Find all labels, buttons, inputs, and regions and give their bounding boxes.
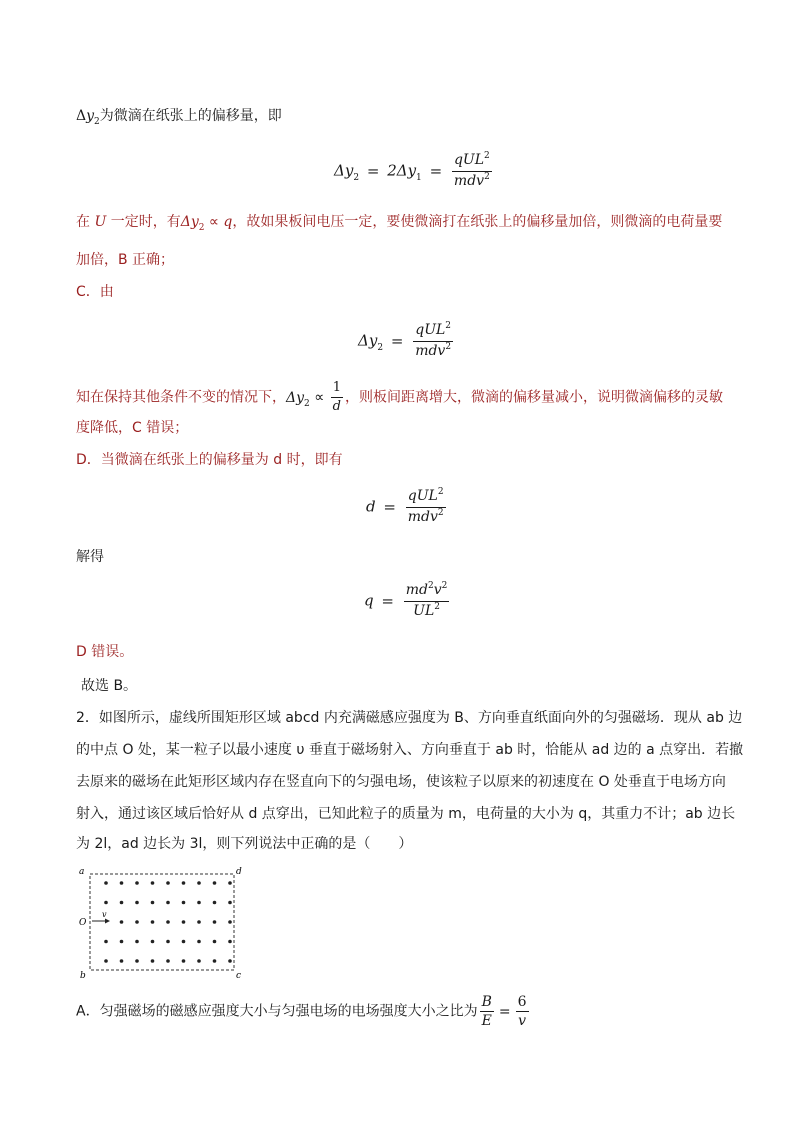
question-text: 2．如图所示，虚线所围矩形区域 abcd 内充满磁感应强度为 B、方向垂直纸面向外的匀强磁场．现从 ab 边 xyxy=(76,710,743,726)
text-line: 知在保持其他条件不变的情况下，$\Delta y_2$ ∝ $\frac{1}{d}$ ，则板间距离增大，微滴的偏移量减小，说明微滴偏移的灵敏 xyxy=(76,380,723,414)
field-dot xyxy=(182,920,186,924)
field-dot xyxy=(182,881,186,885)
magnetic-field-figure xyxy=(76,862,256,980)
field-dot xyxy=(197,920,201,924)
field-dot xyxy=(120,881,124,885)
field-dot xyxy=(120,920,124,924)
field-dot xyxy=(135,901,139,905)
field-dot xyxy=(213,920,217,924)
field-dot xyxy=(104,959,108,963)
field-dot xyxy=(166,901,170,905)
question-text: 射入，通过该区域后恰好从 d 点穿出，已知此粒子的质量为 m，电荷量的大小为 q，其重力不计；ab 边长 xyxy=(76,806,736,822)
formula-deflection-2: $\Delta y_2$ = $\frac{qUL^2}{mdv^2}$ xyxy=(358,321,452,359)
field-dot xyxy=(151,920,155,924)
field-dot xyxy=(151,940,155,944)
label-b: b xyxy=(80,971,86,980)
field-dot xyxy=(213,940,217,944)
text-line: 加倍，B 正确； xyxy=(76,252,175,268)
option-a: A．匀强磁场的磁感应强度大小与匀强电场的电场强度大小之比为 $\frac{B}{E}$ = $\frac{6}{v}$ xyxy=(76,994,527,1029)
field-dot xyxy=(120,901,124,905)
field-dot xyxy=(135,881,139,885)
text-line: $\Delta y_2$为微滴在纸张上的偏移量，即 xyxy=(76,108,282,127)
field-dot xyxy=(166,959,170,963)
field-dot xyxy=(104,940,108,944)
field-dot xyxy=(182,901,186,905)
field-dot xyxy=(182,940,186,944)
text-line: 度降低，C 错误； xyxy=(76,420,189,436)
label-v: v xyxy=(102,910,107,919)
field-dot xyxy=(182,959,186,963)
formula-deflection: $\Delta y_2 = 2\Delta y_1$ = $\frac{qUL^2}{mdv^2}$ xyxy=(334,151,490,189)
field-dot xyxy=(228,940,232,944)
question-text: 去原来的磁场在此矩形区域内存在竖直向下的匀强电场，使该粒子以原来的初速度在 O 处垂直于电场方向 xyxy=(76,774,726,790)
field-dot xyxy=(228,959,232,963)
field-dot xyxy=(151,901,155,905)
field-dot xyxy=(120,940,124,944)
field-dot xyxy=(228,901,232,905)
field-dot xyxy=(213,901,217,905)
text-line: D 错误。 xyxy=(76,644,134,660)
arrow-head-icon xyxy=(105,919,110,924)
field-dot xyxy=(166,881,170,885)
figure-svg xyxy=(76,862,256,980)
text-line: 故选 B。 xyxy=(81,678,138,694)
field-dot xyxy=(197,959,201,963)
formula-d: d = $\frac{qUL^2}{mdv^2}$ xyxy=(366,487,444,525)
question-text: 的中点 O 处，某一粒子以最小速度 υ 垂直于磁场射入、方向垂直于 ab 时，恰能从 ad 边的 a 点穿出．若撤 xyxy=(76,742,744,758)
field-dot xyxy=(213,881,217,885)
field-dot xyxy=(213,959,217,963)
field-dot xyxy=(151,881,155,885)
field-dot xyxy=(197,901,201,905)
text-line: D．当微滴在纸张上的偏移量为 d 时，即有 xyxy=(76,452,343,468)
label-c: c xyxy=(236,971,242,980)
field-dot xyxy=(135,940,139,944)
field-dot xyxy=(228,920,232,924)
field-dot xyxy=(197,881,201,885)
field-dot xyxy=(104,901,108,905)
text-line: 解得 xyxy=(76,549,104,565)
label-a: a xyxy=(79,867,85,877)
field-dot xyxy=(135,959,139,963)
label-d: d xyxy=(236,867,242,877)
field-dot xyxy=(135,920,139,924)
formula-q: q = $\frac{md^2v^2}{UL^2}$ xyxy=(364,581,448,619)
field-boundary xyxy=(90,874,234,970)
field-dot xyxy=(197,940,201,944)
text-line: C．由 xyxy=(76,284,114,300)
field-dot xyxy=(228,881,232,885)
text-line: 在 U 一定时，有$\Delta y_2 \propto q$，故如果板间电压一定，要使微滴打在纸张上的偏移量加倍，则微滴的电荷量要 xyxy=(76,214,723,233)
label-o: O xyxy=(79,918,87,928)
field-dot xyxy=(120,959,124,963)
field-dot xyxy=(151,959,155,963)
field-dot xyxy=(166,940,170,944)
field-dot xyxy=(104,881,108,885)
field-dot xyxy=(166,920,170,924)
question-text: 为 2l，ad 边长为 3l，则下列说法中正确的是（ ） xyxy=(76,836,413,852)
